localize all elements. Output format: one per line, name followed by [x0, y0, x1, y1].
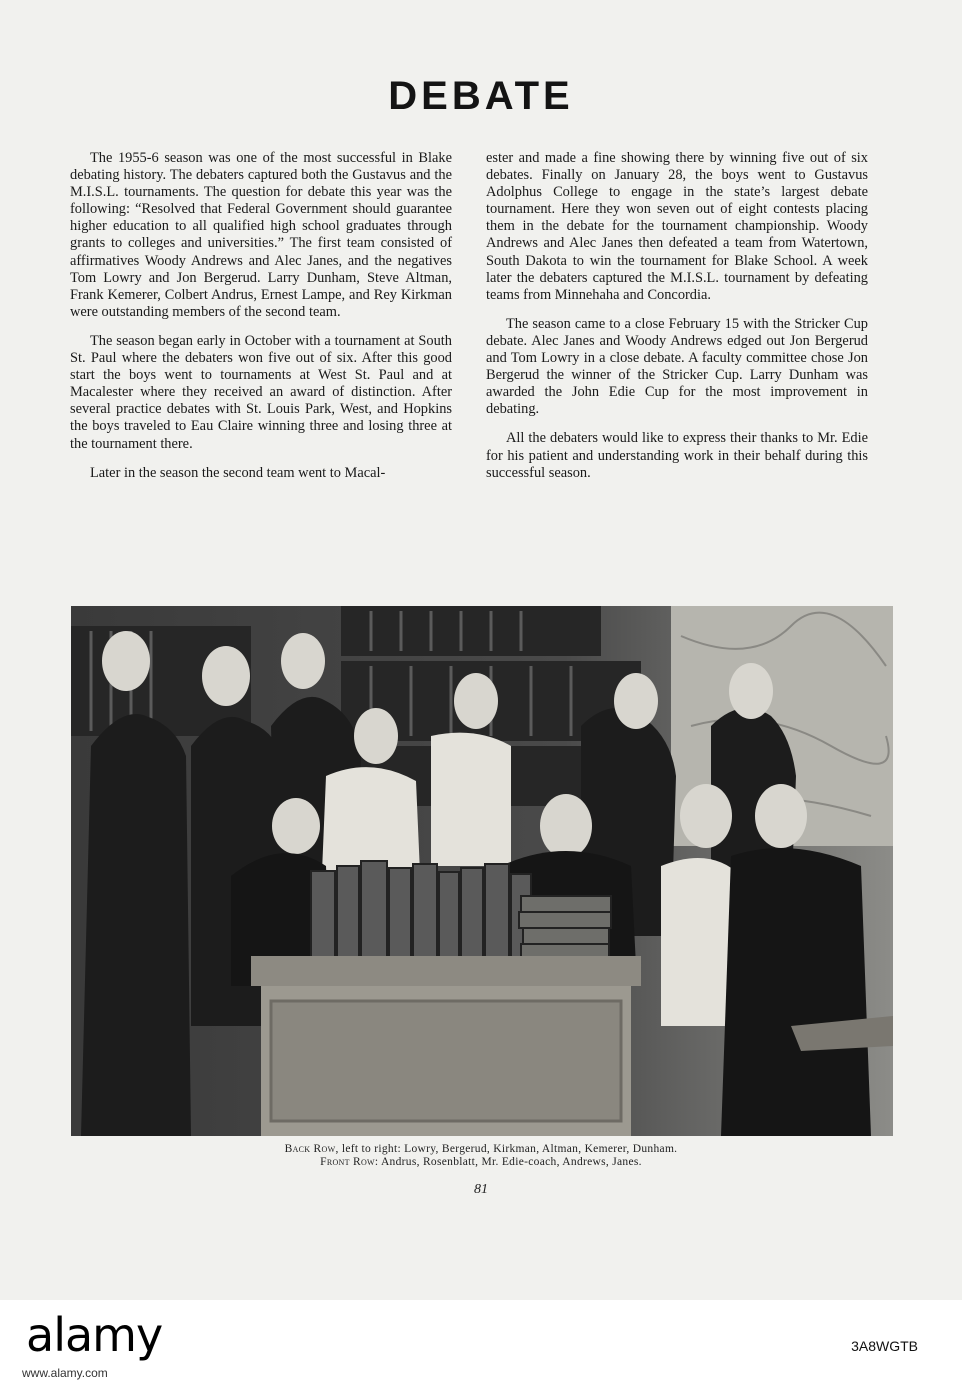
debate-team-photo [71, 606, 893, 1136]
paragraph: Later in the season the second team went to Macal- [90, 464, 386, 481]
image-id: 3A8WGTB [851, 1338, 918, 1354]
paragraph: The season came to a close February 15 with the Stricker Cup debate. Alec Janes and Woody Andrews edged out Jon Bergerud and Tom Lowry in a close debate. A faculty committee chose Jon Bergerud the winner of the Stricker Cup. Larry Dunham was awarded the John Edie Cup for the most improvement in debating. [486, 315, 868, 418]
caption-front-text: Andrus, Rosenblatt, Mr. Edie-coach, Andrews, Janes. [380, 1156, 642, 1168]
page-title: DEBATE [388, 74, 574, 118]
right-text-column [486, 150, 868, 494]
caption-back-row [0, 1143, 962, 1156]
alamy-url: www.alamy.com [22, 1366, 108, 1380]
caption-back-text: left to right: Lowry, Bergerud, Kirkman, Altman, Kemerer, Dunham. [341, 1143, 678, 1155]
paragraph: All the debaters would like to express their thanks to Mr. Edie for his patient and understanding work in their behalf during this successful season. [486, 430, 868, 481]
caption-front-label: Front Row: [320, 1156, 379, 1168]
paragraph: The season began early in October with a tournament at South St. Paul where the debaters won five out of six. After this good start the boys went to tournaments at West St. Paul and at Macalester where they received an award of distinction. After several practice debates with St. Louis Park, West, and Hopkins the boys traveled to Eau Claire winning three and losing three at the tournament there. [70, 332, 452, 452]
photo-caption [0, 1143, 962, 1169]
alamy-logo: alamy [26, 1308, 163, 1362]
page-number: 81 [474, 1182, 488, 1197]
caption-back-label: Back Row, [284, 1143, 339, 1155]
caption-front-row [0, 1156, 962, 1169]
paragraph: The 1955-6 season was one of the most successful in Blake debating history. The debaters captured both the Gustavus and the M.I.S.L. tournaments. The question for debate this year was the following: “Resolved that Federal Government should guarantee higher education to all qualified high school graduates through grants to colleges and universities.” The first team consisted of affirmatives Woody Andrews and Alec Janes, and the negatives Tom Lowry and Jon Bergerud. Larry Dunham, Steve Altman, Frank Kemerer, Colbert Andrus, Ernest Lampe, and Rey Kirkman were outstanding members of the second team. [70, 150, 452, 320]
left-text-column [70, 150, 452, 494]
paragraph: ester and made a fine showing there by winning five out of six debates. Finally on January 28, the boys went to Gustavus Adolphus College to engage in the state’s largest debate tournament. Here they won seven out of eight contests placing them in the debate for the tournament championship. Woody Andrews and Alec Janes then defeated a team from Watertown, South Dakota to win the tournament for Blake School. A week later the debaters captured the M.I.S.L. tournament by defeating teams from Minnehaha and Concordia. [486, 150, 868, 303]
